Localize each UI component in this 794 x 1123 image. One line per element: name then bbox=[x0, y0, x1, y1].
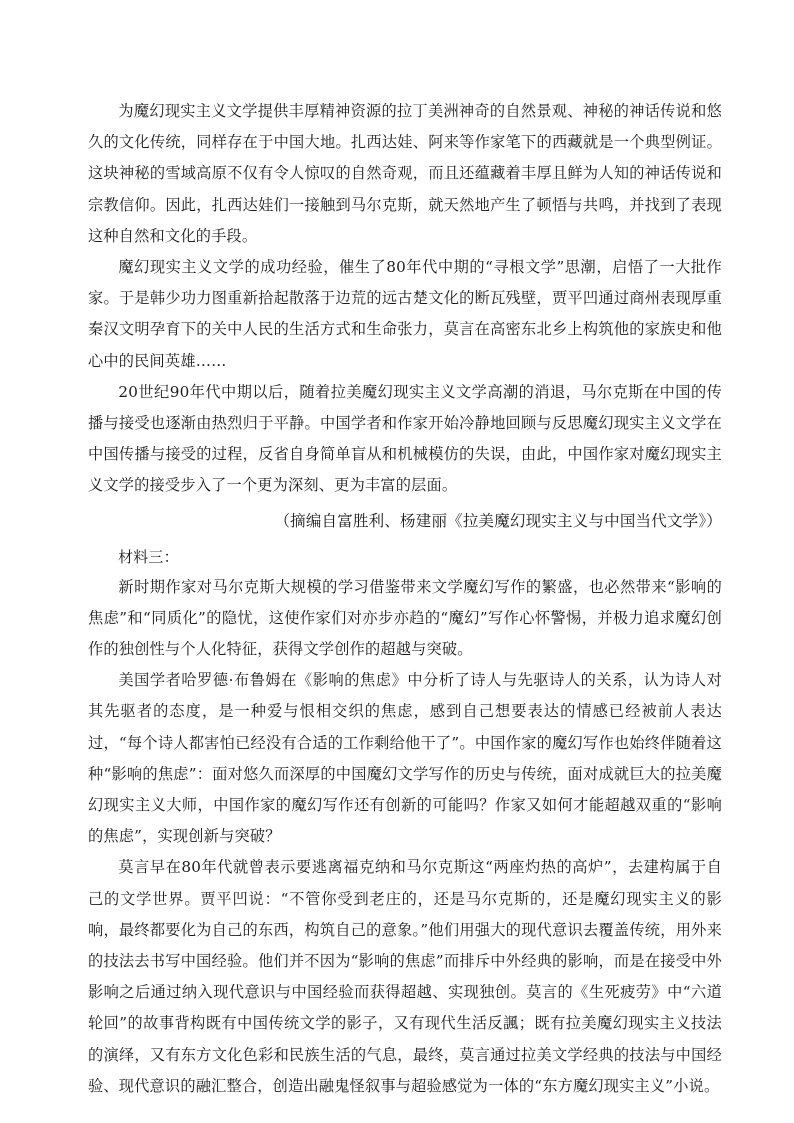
paragraph-material2-2: 魔幻现实主义文学的成功经验，催生了80年代中期的“寻根文学”思潮，启悟了一大批作家。于是韩少功力图重新拾起散落于边荒的远古楚文化的断瓦残壁，贾平凹通过商州表现厚重秦汉文明孕育下的关中人民的生活方式和生命张力，莫言在高密东北乡上构筑他的家族史和他心中的民间英雄…… bbox=[88, 258, 722, 370]
paragraph-material3-1: 新时期作家对马尔克斯大规模的学习借鉴带来文学魔幻写作的繁盛，也必然带来“影响的焦虑”和“同质化”的隐忧，这使作家们对亦步亦趋的“魔幻”写作心怀警惕，并极力追求魔幻创作的独创性与个人化特征，获得文学创作的超越与突破。 bbox=[88, 577, 722, 659]
document-body bbox=[88, 96, 722, 1102]
source-citation: （摘编自富胜利、杨建丽《拉美魔幻现实主义与中国当代文学》） bbox=[274, 511, 722, 530]
paragraph-material3-3: 莫言早在80年代就曾表示要逃离福克纳和马尔克斯这“两座灼热的高炉”，去建构属于自己的文学世界。贾平凹说：“不管你受到老庄的，还是马尔克斯的，还是魔幻现实主义的影响，最终都要化为自己的东西，构筑自己的意象。”他们用强大的现代意识去覆盖传统，用外来的技法去书写中国经验。他们并不因为“影响的焦虑”而排斥中外经典的影响，而是在接受中外影响之后通过纳入现代意识与中国经验而获得超越、实现独创。莫言的《生死疲劳》中“六道轮回”的故事背构既有中国传统文学的影子，又有现代生活反諷；既有拉美魔幻现实主义技法的演绎，又有东方文化色彩和民族生活的气息，最终，莫言通过拉美文学经典的技法与中国经验、现代意识的融汇整合，创造出融鬼怪叙事与超验感觉为一体的“东方魔幻现实主义”小说。 bbox=[88, 858, 722, 1095]
section-label-material3: 材料三： bbox=[118, 547, 179, 566]
paragraph-material3-2: 美国学者哈罗德·布鲁姆在《影响的焦虑》中分析了诗人与先驱诗人的关系，认为诗人对其先驱者的态度，是一种爱与恨相交织的焦虑，感到自己想要表达的情感已经被前人表达过，“每个诗人都害怕已经没有合适的工作剩给他干了”。中国作家的魔幻写作也始终伴随着这种“影响的焦虑”：面对悠久而深厚的中国魔幻文学写作的历史与传统，面对成就巨大的拉美魔幻现实主义大师，中国作家的魔幻写作还有创新的可能吗？作家又如何才能超越双重的“影响的焦虑”，实现创新与突破？ bbox=[88, 671, 722, 846]
paragraph-material2-1: 为魔幻现实主义文学提供丰厚精神资源的拉丁美洲神奇的自然景观、神秘的神话传说和悠久的文化传统，同样存在于中国大地。扎西达娃、阿来等作家笔下的西藏就是一个典型例证。这块神秘的雪域高原不仅有令人惊叹的自然奇观，而且还蕴藏着丰厚且鲜为人知的神话传说和宗教信仰。因此，扎西达娃们一接触到马尔克斯，就天然地产生了顿悟与共鸣，并找到了表现这种自然和文化的手段。 bbox=[88, 102, 722, 245]
paragraph-material2-3: 20世纪90年代中期以后，随着拉美魔幻现实主义文学高潮的消退，马尔克斯在中国的传播与接受也逐渐由热烈归于平静。中国学者和作家开始冷静地回顾与反思魔幻现实主义文学在中国传播与接受的过程，反省自身简单盲从和机械模仿的失误，由此，中国作家对魔幻现实主义文学的接受步入了一个更为深刻、更为丰富的层面。 bbox=[88, 382, 722, 495]
